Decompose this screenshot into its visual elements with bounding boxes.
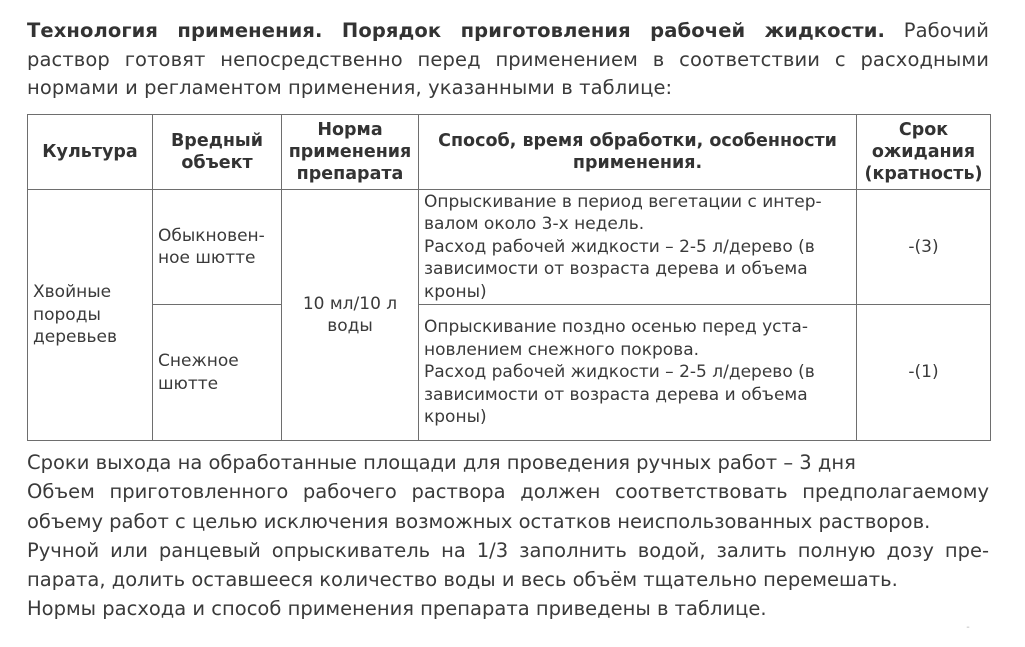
method-cell	[419, 190, 857, 305]
paragraph-sprayer: Ручной или ранцевый опрыскиватель на 1/3 заполнить водой, залить полную дозу пре-парата, долить оставшееся количество воды и весь объём тщательно перемешать.	[27, 538, 989, 592]
method-line: новлением снежного покрова.	[424, 339, 700, 360]
header-pest: Вредный объект	[153, 115, 282, 190]
pest-cell: Снежное шютте	[153, 305, 282, 441]
intro-paragraph	[27, 17, 989, 103]
method-line: зависимости от возраста дерева и объема	[424, 259, 808, 280]
method-line: кроны)	[424, 407, 487, 428]
table-row	[28, 190, 991, 305]
method-line: валом около 3-х недель.	[424, 214, 645, 235]
application-table	[27, 114, 991, 441]
intro-text: Рабочий раствор готовят непосредственно перед применением в соответствии с расходными нормами и регламентом применения, указанными в таблице:	[27, 19, 990, 99]
method-line: Расход рабочей жидкости – 2-5 л/дерево (в	[424, 362, 815, 383]
method-cell	[419, 305, 857, 441]
header-waiting: Срок ожидания (кратность)	[857, 115, 991, 190]
header-culture: Культура	[28, 115, 153, 190]
scan-artifact: ¨	[966, 626, 970, 635]
method-line: зависимости от возраста дерева и объема	[424, 384, 808, 405]
method-line: Опрыскивание поздно осенью перед уста-	[424, 317, 808, 338]
table-header-row	[28, 115, 991, 190]
header-method: Способ, время обработки, особенности применения.	[419, 115, 857, 190]
paragraph-norms: Нормы расхода и способ применения препарата приведены в таблице.	[27, 597, 767, 621]
waiting-cell: -(1)	[857, 305, 991, 441]
paragraph-reentry: Сроки выхода на обработанные площади для проведения ручных работ – 3 дня	[27, 451, 856, 474]
method-line: Опрыскивание в период вегетации с интер-	[424, 191, 822, 212]
waiting-cell: -(3)	[857, 190, 991, 305]
culture-cell: Хвойные породы деревьев	[28, 190, 153, 441]
paragraph-volume: Объем приготовленного рабочего раствора должен соответствовать предполагаемому объему работ с целью исключения возможных остатков неиспользованных растворов.	[27, 480, 989, 533]
section-heading: Технология применения. Порядок приготовления рабочей жидкости.	[27, 19, 885, 42]
pest-cell: Обыкновен-ное шютте	[153, 190, 282, 305]
outro-text	[27, 448, 989, 624]
method-line: Расход рабочей жидкости – 2-5 л/дерево (в	[424, 236, 815, 257]
method-line: кроны)	[424, 281, 487, 302]
rate-cell: 10 мл/10 л воды	[282, 190, 419, 441]
header-rate: Норма применения препарата	[282, 115, 419, 190]
table-row	[28, 305, 991, 441]
